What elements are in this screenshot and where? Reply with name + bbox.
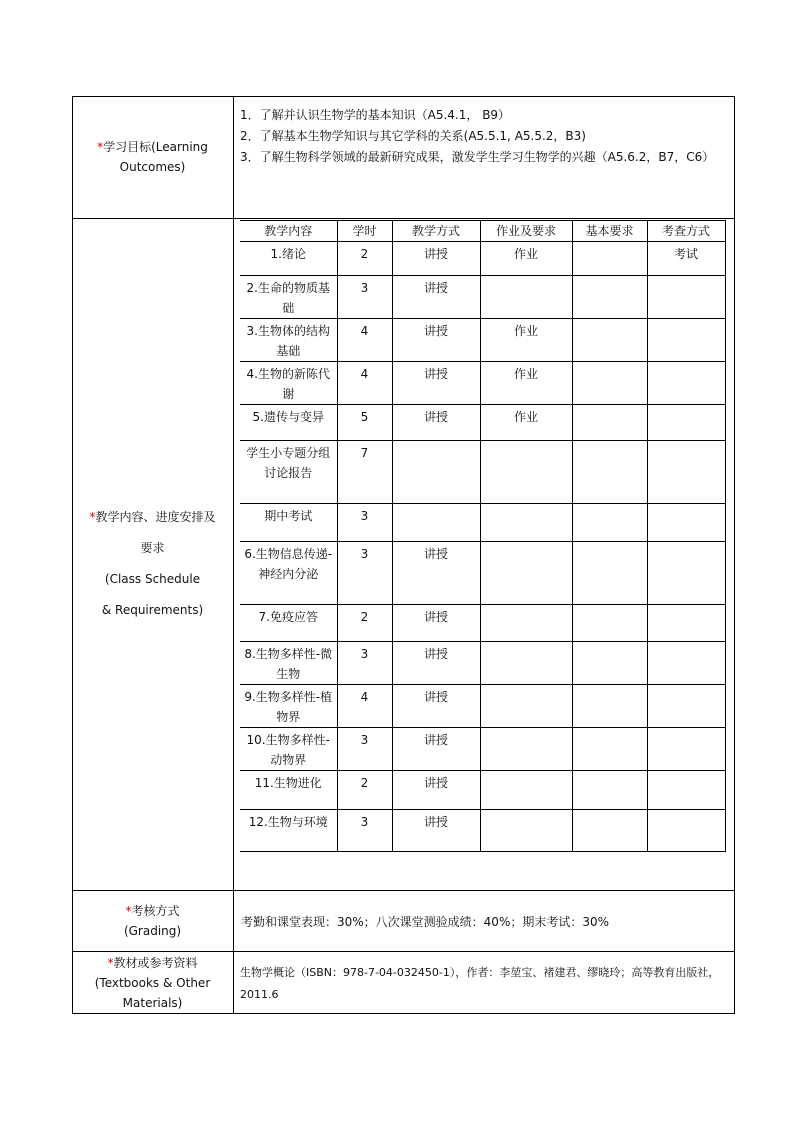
cell-homework: 作业 bbox=[480, 242, 572, 276]
cell-method: 讲授 bbox=[392, 642, 480, 685]
table-row bbox=[240, 728, 725, 771]
objective-item: 1．了解并认识生物学的基本知识（A5.4.1， B9） bbox=[240, 108, 511, 122]
cell-basic bbox=[572, 810, 647, 852]
table-row bbox=[240, 504, 725, 542]
cell-hours: 3 bbox=[337, 642, 392, 685]
cell-content: 8.生物多样性-微生物 bbox=[240, 642, 337, 685]
row-divider-schedule bbox=[72, 890, 735, 891]
table-row bbox=[240, 405, 725, 441]
cell-method: 讲授 bbox=[392, 542, 480, 605]
cell-basic bbox=[572, 685, 647, 728]
cell-assess bbox=[647, 504, 725, 542]
cell-method: 讲授 bbox=[392, 276, 480, 319]
cell-method: 讲授 bbox=[392, 319, 480, 362]
table-row bbox=[240, 276, 725, 319]
cell-homework bbox=[480, 810, 572, 852]
row-divider-grading bbox=[72, 951, 735, 952]
cell-assess bbox=[647, 441, 725, 504]
cell-method bbox=[392, 504, 480, 542]
cell-hours: 5 bbox=[337, 405, 392, 441]
cell-basic bbox=[572, 728, 647, 771]
table-row bbox=[240, 319, 725, 362]
label-column-divider bbox=[233, 96, 234, 1014]
cell-homework bbox=[480, 685, 572, 728]
table-row bbox=[240, 542, 725, 605]
cell-homework: 作业 bbox=[480, 319, 572, 362]
cell-basic bbox=[572, 542, 647, 605]
table-row bbox=[240, 771, 725, 810]
table-row bbox=[240, 362, 725, 405]
grading-label: *考核方式 (Grading) bbox=[123, 904, 182, 938]
header-assess: 考查方式 bbox=[647, 221, 725, 242]
header-homework: 作业及要求 bbox=[480, 221, 572, 242]
cell-basic bbox=[572, 276, 647, 319]
cell-method bbox=[392, 441, 480, 504]
cell-basic bbox=[572, 605, 647, 642]
objective-item: 3．了解生物科学领域的最新研究成果，激发学生学习生物学的兴趣（A5.6.2，B7，C6） bbox=[240, 150, 715, 164]
cell-content: 4.生物的新陈代谢 bbox=[240, 362, 337, 405]
cell-homework bbox=[480, 605, 572, 642]
cell-assess bbox=[647, 810, 725, 852]
cell-hours: 3 bbox=[337, 504, 392, 542]
cell-homework bbox=[480, 771, 572, 810]
cell-method: 讲授 bbox=[392, 605, 480, 642]
cell-assess: 考试 bbox=[647, 242, 725, 276]
cell-hours: 2 bbox=[337, 771, 392, 810]
cell-method: 讲授 bbox=[392, 810, 480, 852]
textbooks-label: *教材或参考资料 (Textbooks & Other Materials) bbox=[94, 956, 211, 1010]
header-basic: 基本要求 bbox=[572, 221, 647, 242]
table-row bbox=[240, 642, 725, 685]
cell-assess bbox=[647, 362, 725, 405]
table-row bbox=[240, 605, 725, 642]
cell-assess bbox=[647, 319, 725, 362]
cell-basic bbox=[572, 405, 647, 441]
cell-hours: 2 bbox=[337, 242, 392, 276]
cell-content: 7.免疫应答 bbox=[240, 605, 337, 642]
cell-method: 讲授 bbox=[392, 728, 480, 771]
cell-assess bbox=[647, 642, 725, 685]
objectives-label: *学习目标(Learning Outcomes) bbox=[97, 140, 208, 174]
table-row bbox=[240, 810, 725, 852]
cell-hours: 7 bbox=[337, 441, 392, 504]
cell-homework bbox=[480, 642, 572, 685]
cell-content: 5.遗传与变异 bbox=[240, 405, 337, 441]
cell-basic bbox=[572, 441, 647, 504]
cell-homework bbox=[480, 441, 572, 504]
schedule-label: *教学内容、进度安排及 要求 (Class Schedule & Requirements) bbox=[89, 510, 216, 617]
cell-hours: 3 bbox=[337, 810, 392, 852]
grading-text: 考勤和课堂表现：30%；八次课堂测验成绩：40%；期末考试：30% bbox=[241, 915, 610, 929]
cell-homework bbox=[480, 504, 572, 542]
textbooks-text: 生物学概论（ISBN：978-7-04-032450-1），作者：李堃宝、褚建君、缪晓玲；高等教育出版社，2011.6 bbox=[240, 966, 720, 1001]
objectives-list bbox=[240, 105, 730, 168]
cell-assess bbox=[647, 771, 725, 810]
cell-basic bbox=[572, 504, 647, 542]
cell-content: 9.生物多样性-植物界 bbox=[240, 685, 337, 728]
cell-basic bbox=[572, 319, 647, 362]
cell-method: 讲授 bbox=[392, 405, 480, 441]
cell-assess bbox=[647, 542, 725, 605]
cell-assess bbox=[647, 605, 725, 642]
row-divider-objectives bbox=[72, 218, 735, 219]
header-content: 教学内容 bbox=[240, 221, 337, 242]
cell-content: 11.生物进化 bbox=[240, 771, 337, 810]
cell-homework bbox=[480, 728, 572, 771]
cell-content: 2.生命的物质基础 bbox=[240, 276, 337, 319]
cell-hours: 4 bbox=[337, 319, 392, 362]
cell-assess bbox=[647, 685, 725, 728]
cell-content: 6.生物信息传递-神经内分泌 bbox=[240, 542, 337, 605]
cell-assess bbox=[647, 276, 725, 319]
cell-basic bbox=[572, 642, 647, 685]
cell-content: 3.生物体的结构基础 bbox=[240, 319, 337, 362]
schedule-table bbox=[240, 220, 726, 852]
table-row bbox=[240, 441, 725, 504]
cell-basic bbox=[572, 242, 647, 276]
cell-assess bbox=[647, 405, 725, 441]
cell-content: 10.生物多样性-动物界 bbox=[240, 728, 337, 771]
cell-homework: 作业 bbox=[480, 405, 572, 441]
objective-item: 2．了解基本生物学知识与其它学科的关系(A5.5.1, A5.5.2，B3) bbox=[240, 129, 586, 143]
cell-content: 1.绪论 bbox=[240, 242, 337, 276]
cell-homework bbox=[480, 542, 572, 605]
cell-hours: 3 bbox=[337, 728, 392, 771]
header-method: 教学方式 bbox=[392, 221, 480, 242]
table-row bbox=[240, 685, 725, 728]
cell-hours: 4 bbox=[337, 685, 392, 728]
cell-method: 讲授 bbox=[392, 771, 480, 810]
table-row bbox=[240, 242, 725, 276]
cell-content: 12.生物与环境 bbox=[240, 810, 337, 852]
header-hours: 学时 bbox=[337, 221, 392, 242]
cell-method: 讲授 bbox=[392, 242, 480, 276]
cell-hours: 3 bbox=[337, 276, 392, 319]
cell-basic bbox=[572, 362, 647, 405]
cell-hours: 4 bbox=[337, 362, 392, 405]
cell-homework: 作业 bbox=[480, 362, 572, 405]
cell-assess bbox=[647, 728, 725, 771]
cell-content: 期中考试 bbox=[240, 504, 337, 542]
cell-content: 学生小专题分组讨论报告 bbox=[240, 441, 337, 504]
cell-basic bbox=[572, 771, 647, 810]
schedule-header-row bbox=[240, 221, 725, 242]
cell-method: 讲授 bbox=[392, 685, 480, 728]
cell-homework bbox=[480, 276, 572, 319]
cell-hours: 2 bbox=[337, 605, 392, 642]
cell-hours: 3 bbox=[337, 542, 392, 605]
cell-method: 讲授 bbox=[392, 362, 480, 405]
